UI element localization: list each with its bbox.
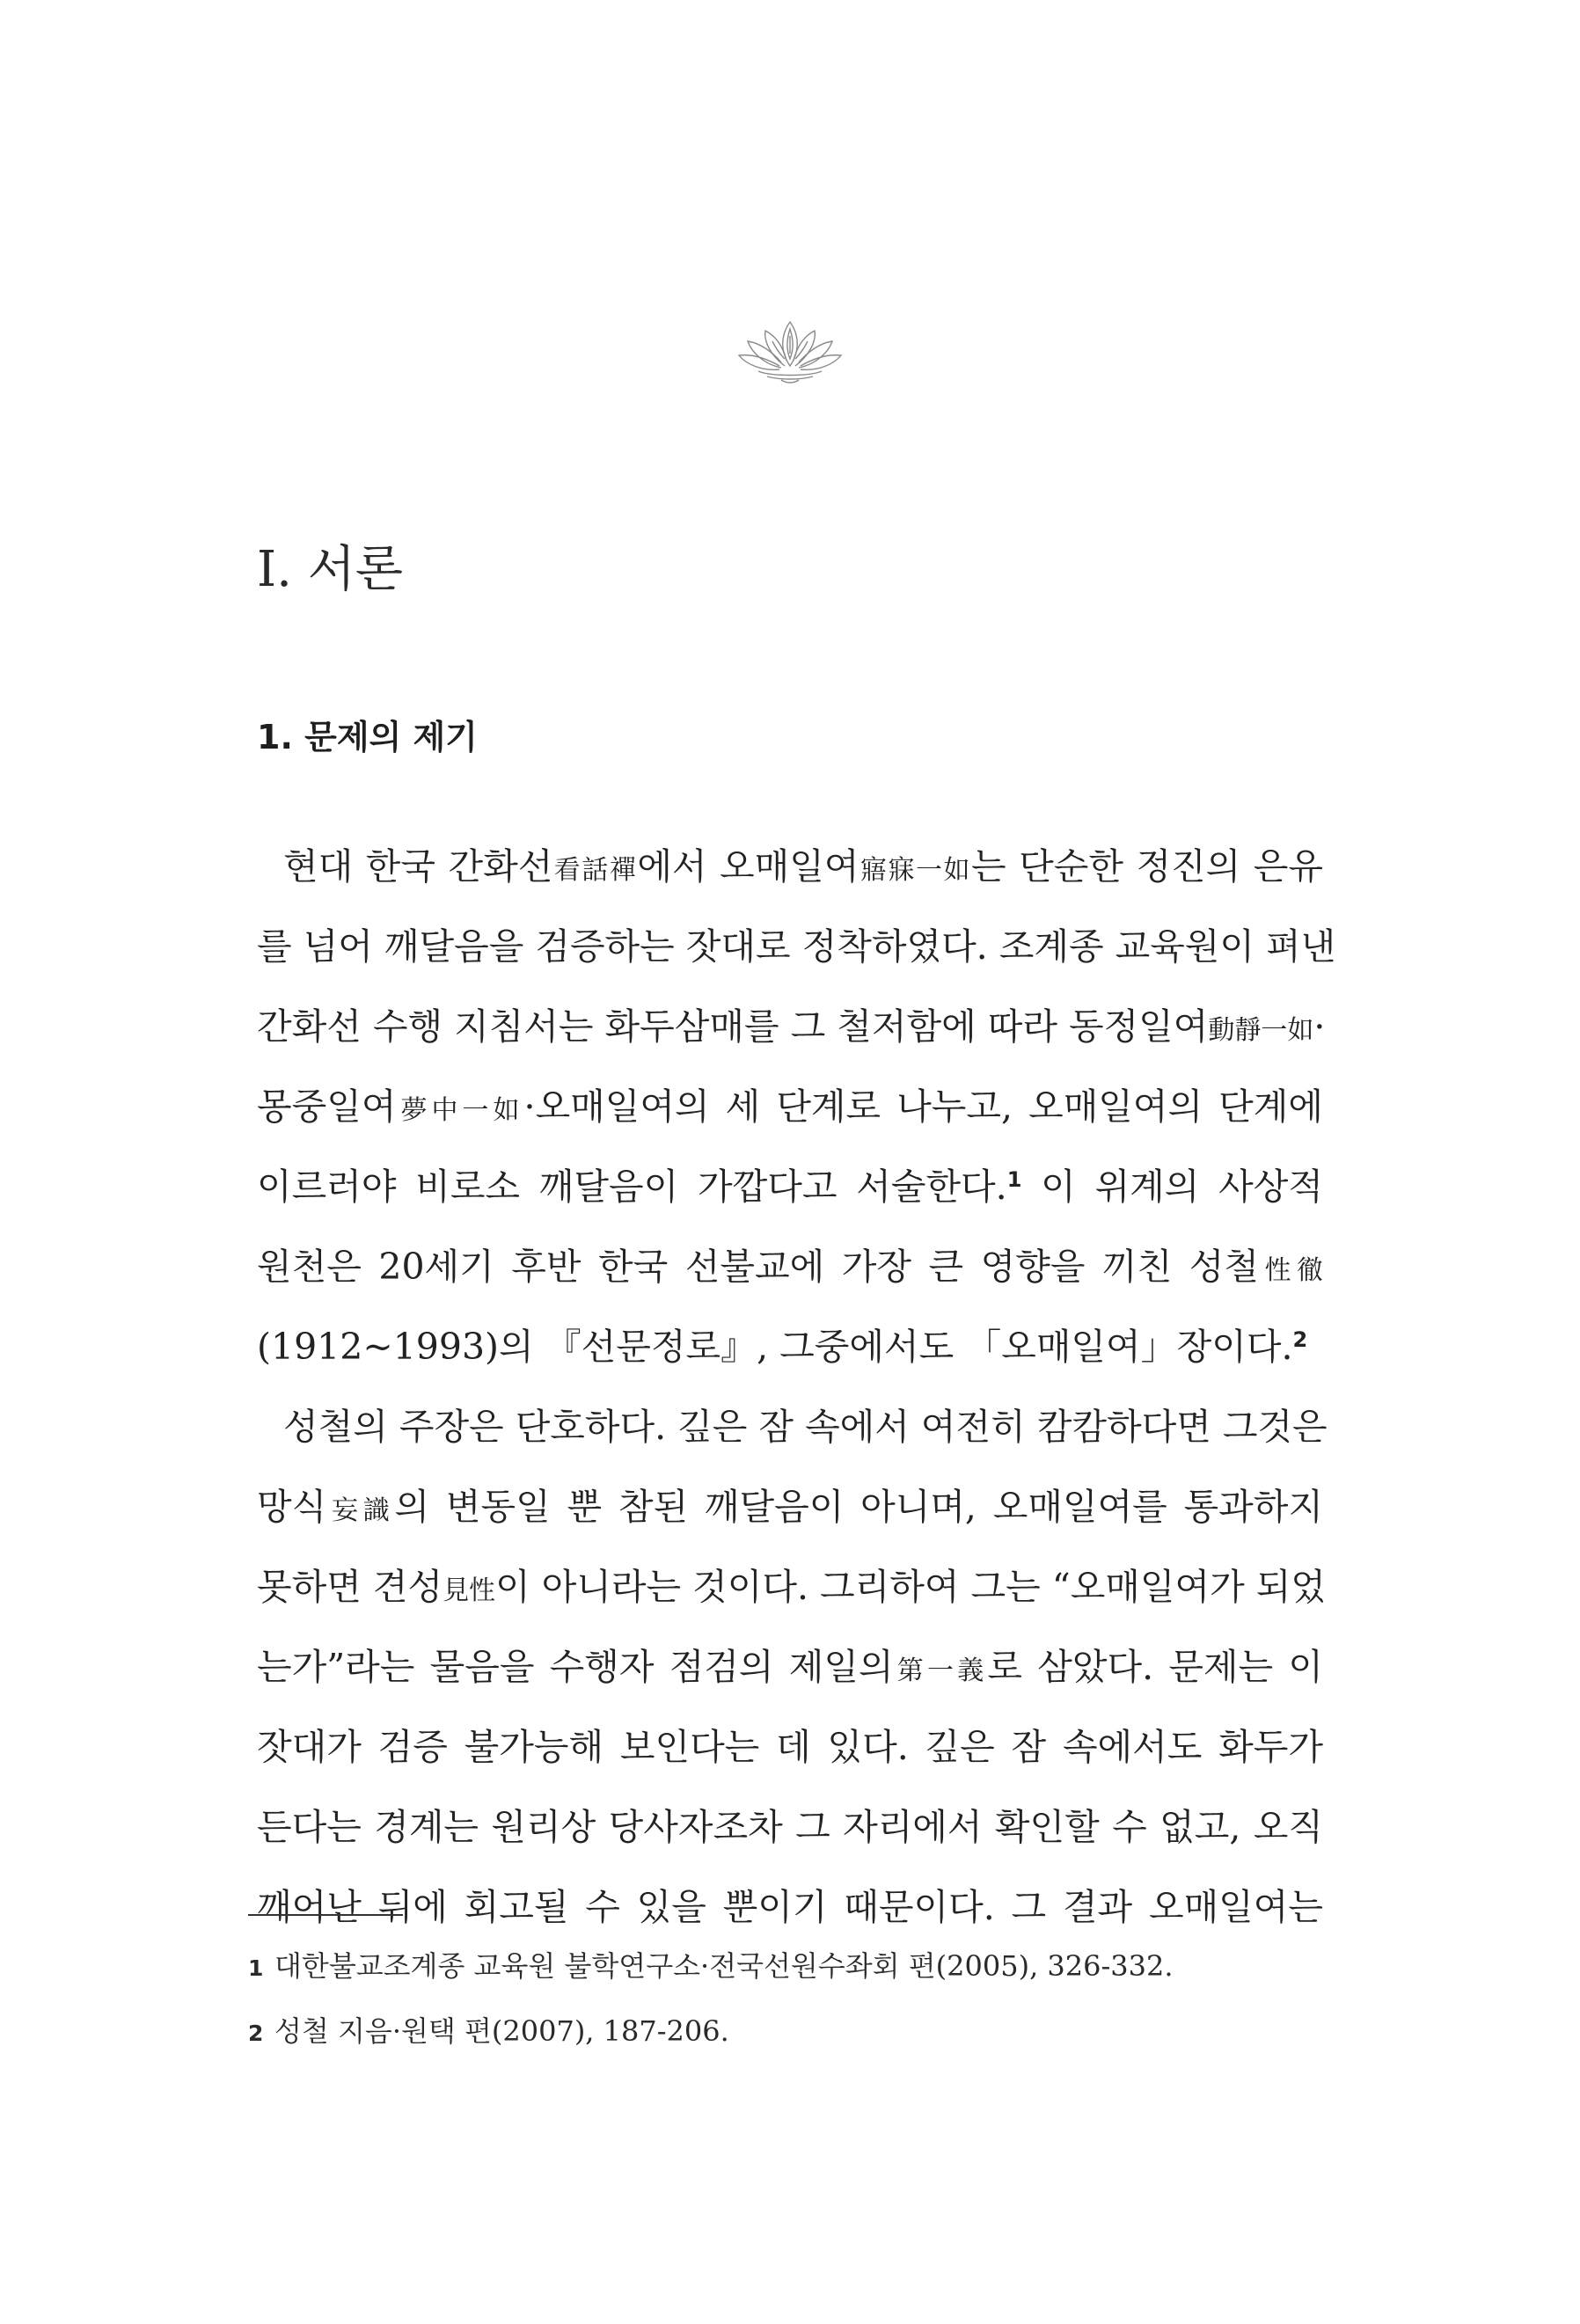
text-run: 든다는 경계는 원리상 당사자조차 그 자리에서 확인할 수 없고, 오직: [257, 1806, 1323, 1848]
paragraph: [257, 1387, 1328, 1948]
text-line: [257, 827, 1323, 907]
text-run: ·오매일여의 세 단계로 나누고, 오매일여의 단계에: [523, 1085, 1323, 1128]
text-run: 몽중일여: [257, 1085, 397, 1128]
text-run: 를 넘어 깨달음을 검증하는 잣대로 정착하였다. 조계종 교육원이 펴낸: [257, 925, 1336, 968]
section-heading: 1. 문제의 제기: [257, 718, 478, 756]
text-line: [257, 1467, 1323, 1547]
text-line: [257, 1787, 1323, 1867]
footnote-text: 성철 지음·원택 편(2007), 187-206.: [274, 2014, 729, 2048]
footnote-divider: [248, 1914, 403, 1916]
footnote-ref: 2: [1292, 1327, 1308, 1352]
text-run: 는 단순한 정진의 은유: [970, 845, 1324, 888]
text-line: [257, 1307, 1323, 1387]
text-line: [257, 1147, 1323, 1227]
lotus-icon: [732, 315, 848, 385]
text-run: 에서 오매일여: [637, 845, 859, 888]
hanja-gloss: 見性: [443, 1575, 496, 1606]
text-run: (1912~1993)의 『선문정로』, 그중에서도 「오매일여」장이다.: [257, 1326, 1293, 1368]
chapter-heading: Ⅰ. 서론: [257, 541, 403, 598]
hanja-gloss: 寤寐一如: [859, 855, 971, 886]
text-line: [257, 1707, 1323, 1787]
text-run: 는가”라는 물음을 수행자 점검의 제일의: [257, 1646, 894, 1688]
text-line: [257, 907, 1336, 987]
text-run: 망식: [257, 1486, 327, 1528]
body-text: [257, 827, 1336, 1948]
footnotes: [248, 1933, 1339, 2064]
footnote-number: 1: [248, 1955, 264, 1981]
text-run: 로 삼았다. 문제는 이: [987, 1646, 1323, 1688]
text-run: 성철의 주장은 단호하다. 깊은 잠 속에서 여전히 캄캄하다면 그것은: [283, 1406, 1328, 1448]
hanja-gloss: 動靜一如: [1208, 1015, 1314, 1046]
footnote-text: 대한불교조계종 교육원 불학연구소·전국선원수좌회 편(2005), 326-332.: [274, 1949, 1174, 1983]
text-line: [257, 1547, 1326, 1627]
text-run: 못하면 견성: [257, 1566, 443, 1608]
hanja-gloss: 夢中一如: [396, 1095, 524, 1126]
hanja-gloss: 第一義: [893, 1655, 988, 1686]
text-run: 깨어난 뒤에 회고될 수 있을 뿐이기 때문이다. 그 결과 오매일여는: [257, 1886, 1323, 1928]
text-run: 이르러야 비로소 깨달음이 가깝다고 서술한다.: [257, 1166, 1007, 1208]
footnote-number: 2: [248, 2021, 264, 2046]
text-run: 이 아니라는 것이다. 그리하여 그는 “오매일여가 되었: [495, 1566, 1326, 1608]
footnote: [248, 1999, 1339, 2064]
text-run: 잣대가 검증 불가능해 보인다는 데 있다. 깊은 잠 속에서도 화두가: [257, 1726, 1323, 1768]
hanja-gloss: 妄識: [326, 1495, 395, 1526]
text-run: ·: [1313, 1005, 1326, 1048]
footnote-ref: 1: [1006, 1167, 1022, 1192]
text-run: 간화선 수행 지침서는 화두삼매를 그 철저함에 따라 동정일여: [257, 1005, 1209, 1048]
text-run: 원천은 20세기 후반 한국 선불교에 가장 큰 영향을 끼친 성철: [257, 1246, 1259, 1288]
text-line: [257, 1627, 1323, 1707]
text-run: 의 변동일 뿐 참된 깨달음이 아니며, 오매일여를 통과하지: [394, 1486, 1324, 1528]
footnote: [248, 1933, 1339, 1999]
text-run: 이 위계의 사상적: [1021, 1166, 1323, 1208]
text-line: [257, 1387, 1328, 1467]
paragraph: [257, 827, 1336, 1387]
text-line: [257, 1067, 1323, 1147]
text-run: 현대 한국 간화선: [283, 845, 553, 888]
text-line: [257, 1227, 1323, 1307]
hanja-gloss: 看話禪: [552, 855, 638, 886]
text-line: [257, 987, 1326, 1067]
hanja-gloss: 性徹: [1258, 1255, 1324, 1286]
